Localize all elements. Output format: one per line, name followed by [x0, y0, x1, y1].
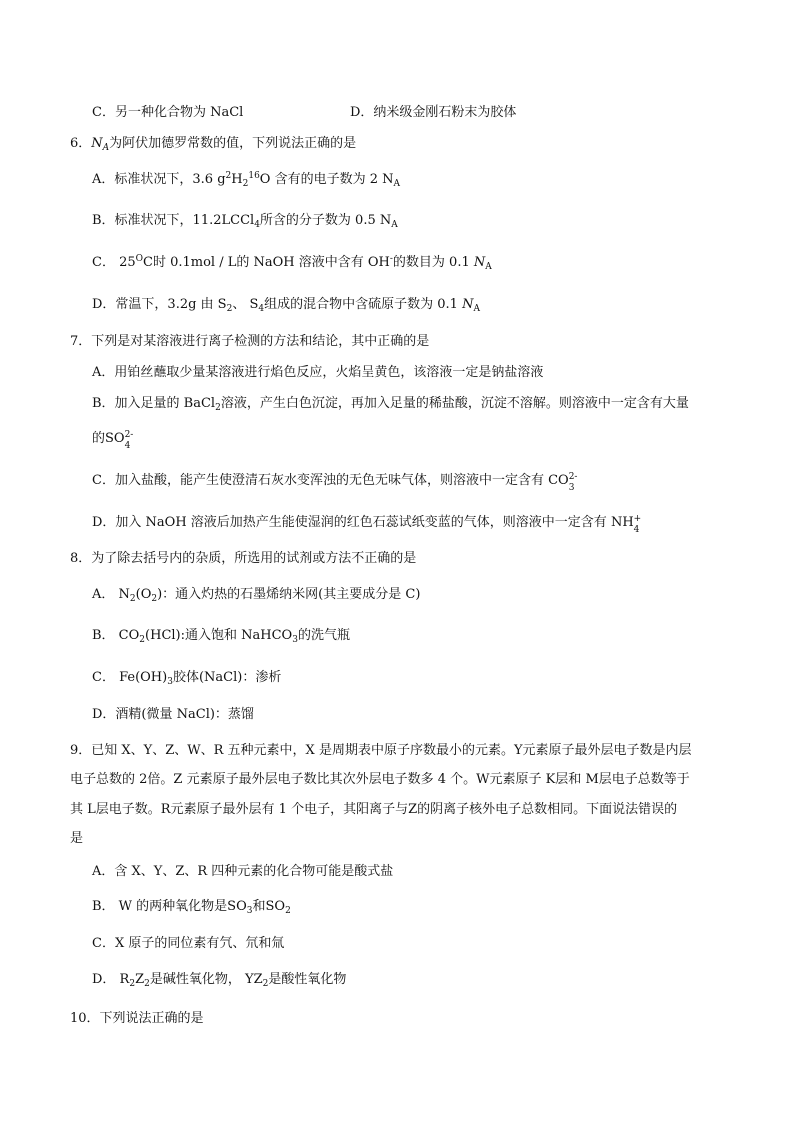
q10-stem: 10．下列说法正确的是 [70, 1011, 204, 1026]
q7-option-a: A．用铂丝蘸取少量某溶液进行焰色反应，火焰呈黄色，该溶液一定是钠盐溶液 [92, 365, 544, 380]
q8-option-a: A． $N_2(O_2)$：通入灼热的石墨烯纳米网(其主要成分是 C) [92, 587, 421, 604]
q9-option-c: C．X 原子的同位素有氕、氘和氚 [92, 936, 285, 951]
q6-option-a: A．标准状况下，3.6 $g^2H_2^{16}O$ 含有的电子数为 2 $N_A$ [92, 171, 400, 189]
q9-stem-line-1: 9．已知 X、Y、Z、W、R 五种元素中，X 是周期表中原子序数最小的元素。Y元素原子最外层电子数是内层 [70, 743, 692, 758]
q7-option-c: C．加入盐酸，能产生使澄清石灰水变浑浊的无色无味气体，则溶液中一定含有 CO 2- 3 [92, 471, 578, 493]
q9-stem-line-2: 电子总数的 2倍。Z 元素原子最外层电子数比其次外层电子数多 4 个。W元素原子 K层和 M层电子总数等于 [70, 772, 690, 787]
q8-option-d: D．酒精(微量 NaCl)：蒸馏 [92, 707, 254, 722]
q9-option-b: B． W 的两种氧化物是$SO_3$和$SO_2$ [92, 899, 291, 916]
q7-option-d: D．加入 NaOH 溶液后加热产生能使湿润的红色石蕊试纸变蓝的气体，则溶液中一定含有 NH + 4 [92, 513, 642, 535]
q7-option-b: B．加入足量的 BaCl$_2$溶液，产生白色沉淀，再加入足量的稀盐酸，沉淀不溶解。则溶液中一定含有大量 [92, 396, 689, 413]
q6-option-b: B．标准状况下，11.2LCCl$_4$所含的分子数为 0.5 $N_A$ [92, 213, 398, 230]
q7-option-b-cont: 的SO 2- 4 [92, 429, 134, 451]
q8-option-b: B． $CO_2(HCl)$:通入饱和 NaHCO$_3$的洗气瓶 [92, 628, 350, 645]
q7-stem: 7．下列是对某溶液进行离子检测的方法和结论，其中正确的是 [70, 334, 430, 349]
q6-stem: 6．$N_A$为阿伏加德罗常数的值，下列说法正确的是 [70, 136, 357, 153]
q6-option-c: C． $25^OC$时 0.1mol / L的 NaOH 溶液中含有 OH-的数目为 0.1 $N_A$ [92, 254, 492, 272]
q5-option-c: C．另一种化合物为 NaCl [92, 105, 244, 120]
q9-stem-line-3: 其 L层电子数。R元素原子最外层有 1 个电子，其阳离子与Z的阴离子核外电子总数相同。下面说法错误的 [70, 802, 678, 817]
q8-stem: 8．为了除去括号内的杂质，所选用的试剂或方法不正确的是 [70, 551, 417, 566]
q5-option-d: D．纳米级金刚石粉末为胶体 [350, 105, 517, 120]
q9-stem-line-4: 是 [70, 831, 84, 846]
q9-option-a: A．含 X、Y、Z、R 四种元素的化合物可能是酸式盐 [92, 864, 394, 879]
q8-option-c: C． $Fe(OH)_3$胶体(NaCl)：渗析 [92, 670, 282, 687]
q9-option-d: D． $R_2Z_2$是碱性氧化物， $YZ_2$是酸性氧化物 [92, 972, 347, 989]
q6-option-d: D．常温下，3.2g 由 $S_2$、 $S_4$组成的混合物中含硫原子数为 0.1 $N_A$ [92, 297, 480, 314]
